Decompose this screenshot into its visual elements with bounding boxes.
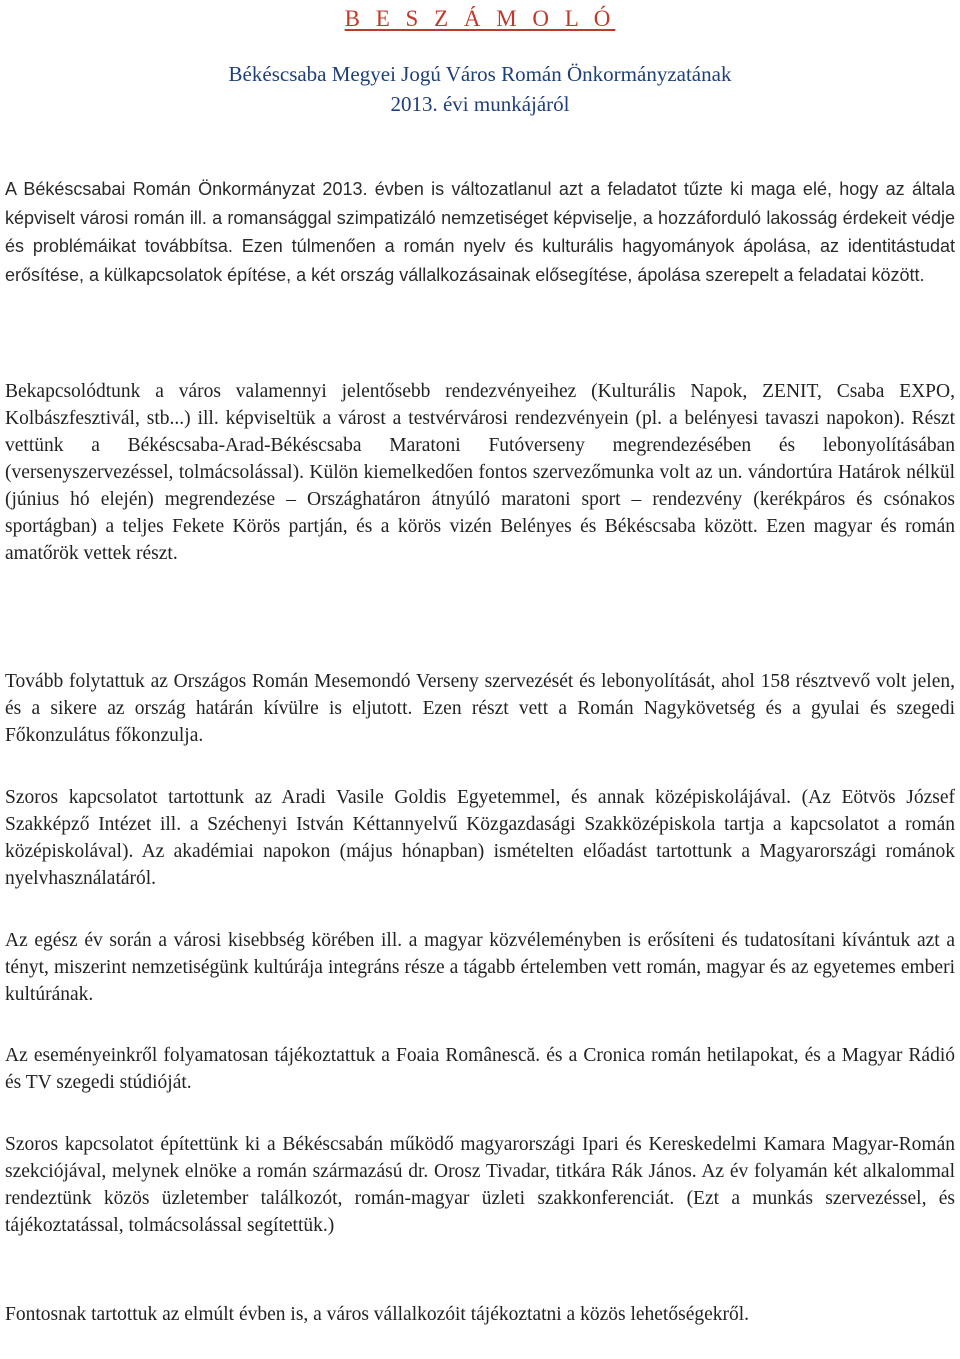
paragraph-chamber-of-commerce: Szoros kapcsolatot építettünk ki a Békéscsabán működő magyarországi Ipari és Kereskedelmi Kamara Magyar-Román szekciójával, melynek elnöke a román származású dr. Orosz Tivadar, titkára Rák János. Az év folyamán két alkalommal rendeztünk közös üzletember találkozót, román-magyar üzleti szakkonferenciát. (Ezt a munkás szervezéssel, és tájékoztatással, tolmácsolással segítettük.) [5,1134,955,1236]
document-subtitle-line1: Békéscsaba Megyei Jogú Város Román Önkormányzatának [228,62,732,86]
document-title: B E S Z Á M O L Ó [344,6,616,31]
paragraph-media: Az eseményeinkről folyamatosan tájékoztattuk a Foaia Românescă. és a Cronica román hetilapokat, és a Magyar Rádió és TV szegedi stúdióját. [5,1045,955,1093]
paragraph-events: Bekapcsolódtunk a város valamennyi jelentősebb rendezvényeihez (Kulturális Napok, ZENIT, Csaba EXPO, Kolbászfesztivál, stb...) ill. képviseltük a várost a testvérvárosi rendezvényein (pl. a belényesi tavaszi napokon). Részt vettünk a Békéscsaba-Arad-Békéscsaba Maratoni Futóverseny megrendezésében és lebonyolításában (versenyszervezéssel, tolmácsolással). Külön kiemelkedően fontos szervezőmunka volt az un. vándortúra Határok nélkül (június hó elején) megrendezése – Országhatáron átnyúló maratoni sport – rendezvény (kerékpáros és csónakos sportágban) a teljes Fekete Körös partján, és a körös vizén Belényes és Békéscsaba között. Ezen magyar és román amatőrök vettek részt. [5,381,955,564]
paragraph-minority-culture: Az egész év során a városi kisebbség körében ill. a magyar közvéleményben is erősíteni és tudatosítani kívántuk azt a tényt, miszerint nemzetiségünk kultúrája integráns része a tágabb értelemben vett román, magyar és az egyetemes emberi kultúrának. [5,930,955,1005]
document-subtitle-line2: 2013. évi munkájáról [390,92,570,116]
paragraph-entrepreneurs: Fontosnak tartottuk az elmúlt évben is, a város vállalkozóit tájékoztatni a közös lehetőségekről. [5,1304,750,1325]
paragraph-storytelling-contest: Tovább folytattuk az Országos Román Mesemondó Verseny szervezését és lebonyolítását, ahol 158 résztvevő volt jelen, és a sikere az ország határán kívülre is eljutott. Ezen részt vett a Román Nagykövetség és a gyulai és szegedi Főkonzulátus főkonzulja. [5,671,955,746]
paragraph-university-relations: Szoros kapcsolatot tartottunk az Aradi Vasile Goldis Egyetemmel, és annak középiskolájával. (Az Eötvös József Szakképző Intézet ill. a Széchenyi István Kéttannyelvű Közgazdasági Szakközépiskola tartja a kapcsolatot a román középiskolával). Az akadémiai napokon (május hónapban) ismételten előadást tartottunk a Magyarországi románok nyelvhasználatáról. [5,787,955,889]
paragraph-intro: A Békéscsabai Román Önkormányzat 2013. évben is változatlanul azt a feladatot tűzte ki maga elé, hogy az általa képviselt városi román ill. a romansággal szimpatizáló nemzetiséget képviselje, a hozzáforduló lakosság érdekeit védje és problémáikat továbbítsa. Ezen túlmenően a román nyelv és kulturális hagyományok ápolása, az identitástudat erősítése, a külkapcsolatok építése, a két ország vállalkozásainak elősegítése, ápolása szerepelt a feladatai között. [5,179,955,285]
